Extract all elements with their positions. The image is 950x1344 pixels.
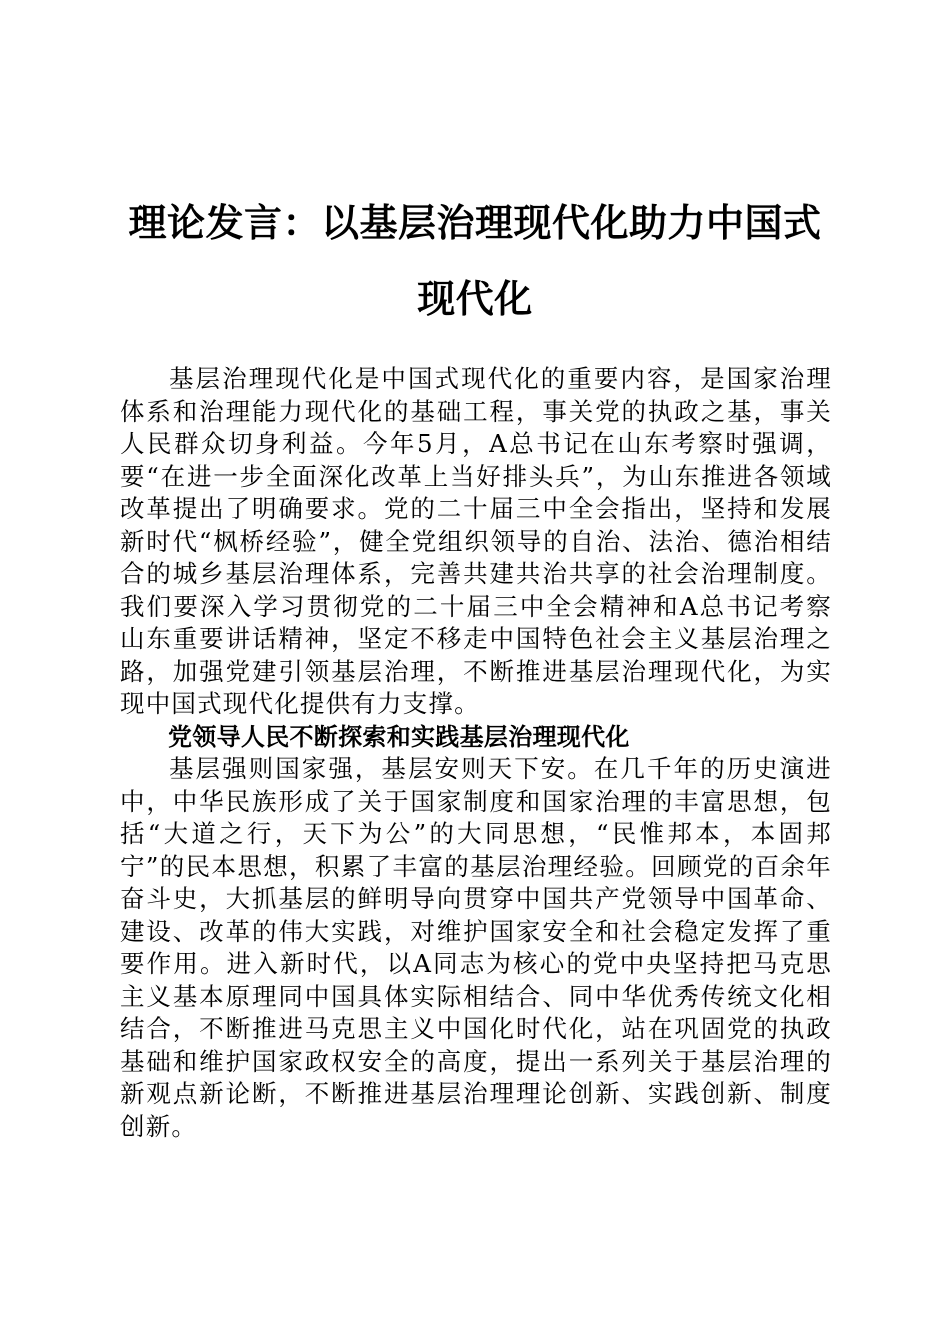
- document-title: 理论发言：以基层治理现代化助力中国式现代化: [128, 200, 822, 321]
- body-paragraph-intro: 基层治理现代化是中国式现代化的重要内容，是国家治理体系和治理能力现代化的基础工程，事关党的执政之基，事关人民群众切身利益。今年5月，A总书记在山东考察时强调，要“在进一步全面深化改革上当好排头兵”，为山东推进各领域改革提出了明确要求。党的二十届三中全会指出，坚持和发展新时代“枫桥经验”，健全党组织领导的自治、法治、德治相结合的城乡基层治理体系，完善共建共治共享的社会治理制度。我们要深入学习贯彻党的二十届三中全会精神和A总书记考察山东重要讲话精神，坚定不移走中国特色社会主义基层治理之路，加强党建引领基层治理，不断推进基层治理现代化，为实现中国式现代化提供有力支撑。: [120, 364, 832, 718]
- body-paragraph-section-1: 基层强则国家强，基层安则天下安。在几千年的历史演进中，中华民族形成了关于国家制度和国家治理的丰富思想，包括“大道之行，天下为公”的大同思想，“民惟邦本，本固邦宁”的民本思想，积累了丰富的基层治理经验。回顾党的百余年奋斗史，大抓基层的鲜明导向贯穿中国共产党领导中国革命、建设、改革的伟大实践，对维护国家安全和社会稳定发挥了重要作用。进入新时代，以A同志为核心的党中央坚持把马克思主义基本原理同中国具体实际相结合、同中华优秀传统文化相结合，不断推进马克思主义中国化时代化，站在巩固党的执政基础和维护国家政权安全的高度，提出一系列关于基层治理的新观点新论断，不断推进基层治理理论创新、实践创新、制度创新。: [120, 754, 832, 1141]
- section-heading: 党领导人民不断探索和实践基层治理现代化: [168, 723, 630, 751]
